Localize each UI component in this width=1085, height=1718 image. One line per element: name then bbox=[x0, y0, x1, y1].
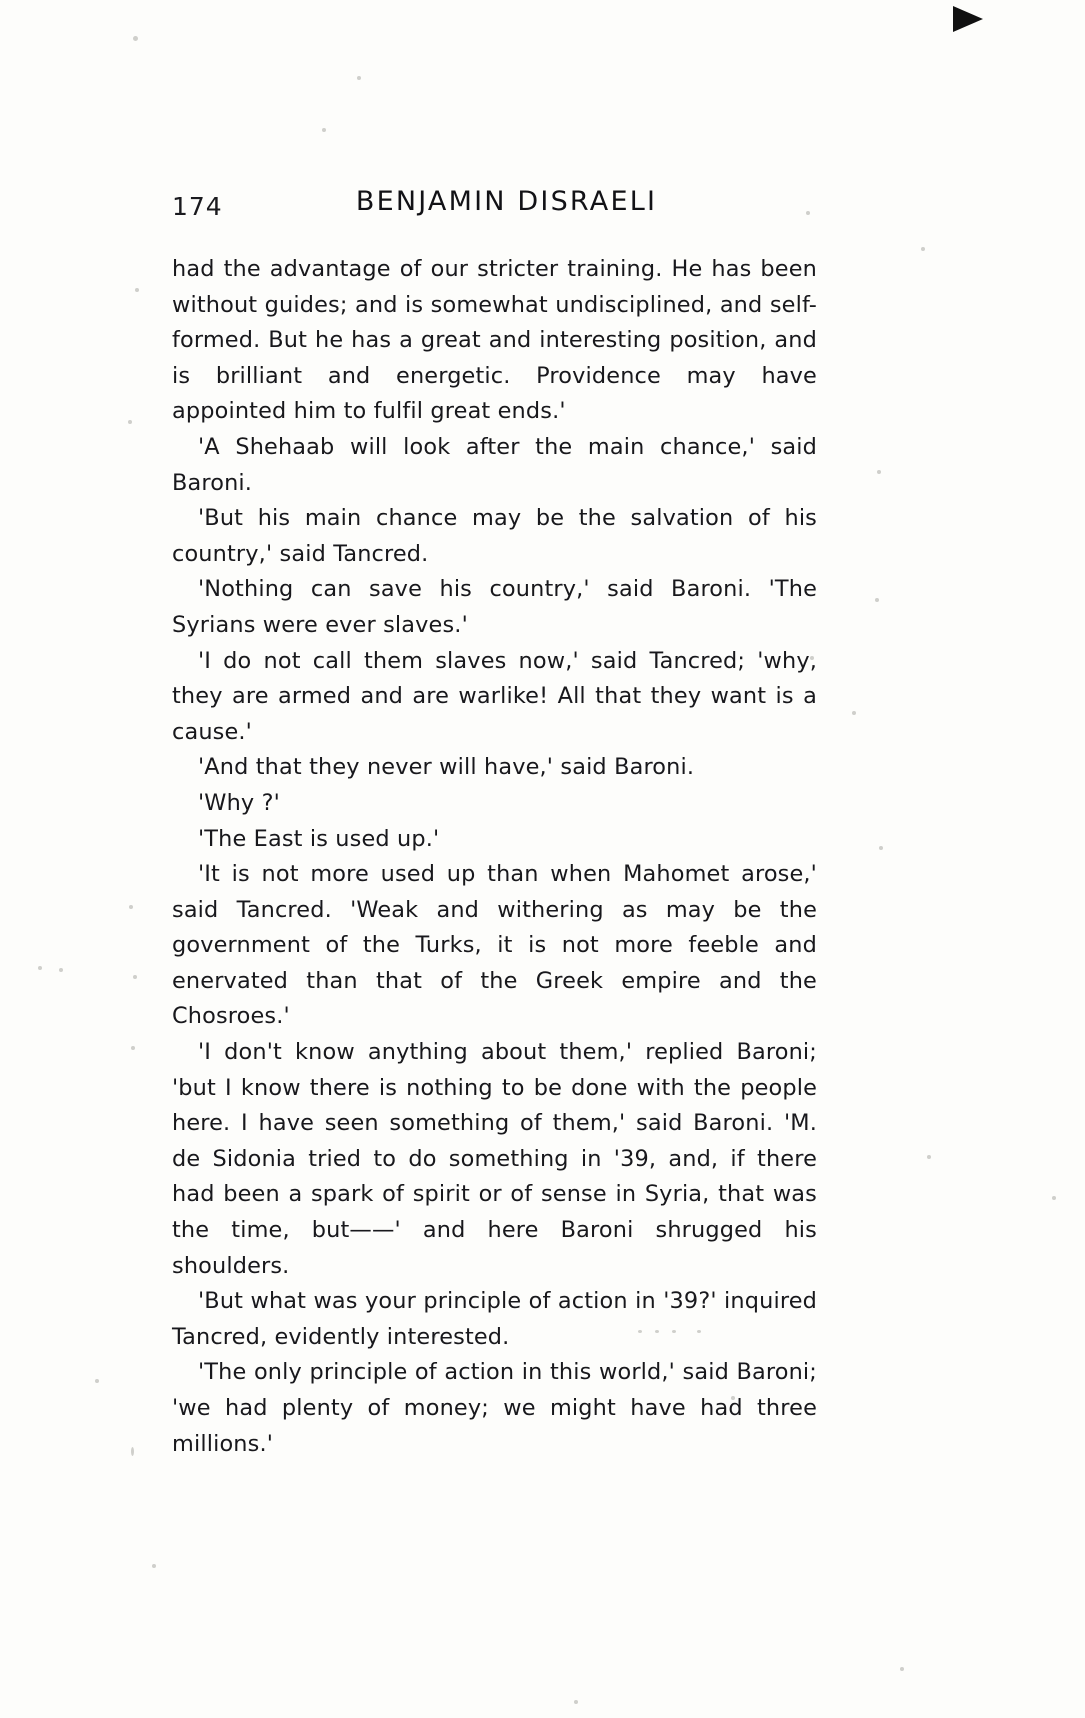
scan-speck bbox=[131, 1447, 134, 1456]
scan-speck bbox=[877, 470, 881, 474]
book-title: BENJAMIN DISRAELI bbox=[355, 186, 658, 217]
scan-speck bbox=[128, 420, 132, 424]
scan-marker-icon bbox=[953, 6, 983, 32]
paragraph: 'And that they never will have,' said Baroni. bbox=[198, 754, 695, 781]
scan-speck bbox=[921, 247, 925, 251]
scan-speck bbox=[322, 128, 326, 132]
paragraph: 'But his main chance may be the salvation of his country,' said Tancred. bbox=[172, 505, 817, 567]
paragraph: 'A Shehaab will look after the main chance,' said Baroni. bbox=[172, 433, 817, 496]
scan-speck bbox=[852, 711, 856, 715]
scan-speck bbox=[900, 1667, 904, 1671]
running-head bbox=[172, 186, 817, 230]
scan-speck bbox=[879, 846, 883, 850]
scan-speck bbox=[927, 1155, 931, 1159]
scan-speck bbox=[129, 905, 133, 909]
page-number: 174 bbox=[172, 192, 223, 221]
body-text bbox=[172, 252, 817, 1462]
scan-speck bbox=[38, 966, 42, 970]
paragraph: 'Why ?' bbox=[198, 789, 280, 816]
scan-speck bbox=[152, 1564, 156, 1568]
paragraph: 'I do not call them slaves now,' said Tancred; 'why, they are armed and are warlike! All that they want is a cause.' bbox=[172, 647, 817, 745]
paragraph: 'The East is used up.' bbox=[198, 825, 440, 852]
scan-speck bbox=[135, 288, 139, 292]
paragraph: had the advantage of our stricter training. He has been without guides; and is somewhat undisciplined, and self-formed. But he has a great and interesting position, and is brilliant and energetic. Providence may have appointed him to fulfil great ends.' bbox=[172, 256, 817, 425]
scan-speck bbox=[133, 36, 138, 41]
scan-speck bbox=[875, 598, 879, 602]
paragraph: 'The only principle of action in this world,' said Baroni; 'we had plenty of money; we might have had three millions.' bbox=[172, 1359, 817, 1457]
scan-speck bbox=[1052, 1196, 1056, 1200]
scan-speck bbox=[133, 975, 137, 979]
paragraph: 'But what was your principle of action in '39?' inquired Tancred, evidently interested. bbox=[172, 1288, 817, 1350]
scan-speck bbox=[574, 1700, 578, 1704]
paragraph: 'Nothing can save his country,' said Baroni. 'The Syrians were ever slaves.' bbox=[172, 576, 817, 638]
scan-speck bbox=[357, 76, 361, 80]
paragraph: 'It is not more used up than when Mahomet arose,' said Tancred. 'Weak and withering as may be the government of the Turks, it is not more feeble and enervated than that of the Greek empire and the Chosroes.' bbox=[172, 861, 817, 1030]
scan-speck bbox=[59, 968, 63, 972]
paragraph: 'I don't know anything about them,' replied Baroni; 'but I know there is nothing to be done with the people here. I have seen something of them,' said Baroni. 'M. de Sidonia tried to do something in '39, and, if there had been a spark of spirit or of sense in Syria, that was the time, but——' and here Baroni shrugged his shoulders. bbox=[172, 1039, 817, 1279]
scan-speck bbox=[131, 1046, 135, 1050]
page-content bbox=[172, 186, 817, 1462]
scan-speck bbox=[95, 1379, 99, 1383]
